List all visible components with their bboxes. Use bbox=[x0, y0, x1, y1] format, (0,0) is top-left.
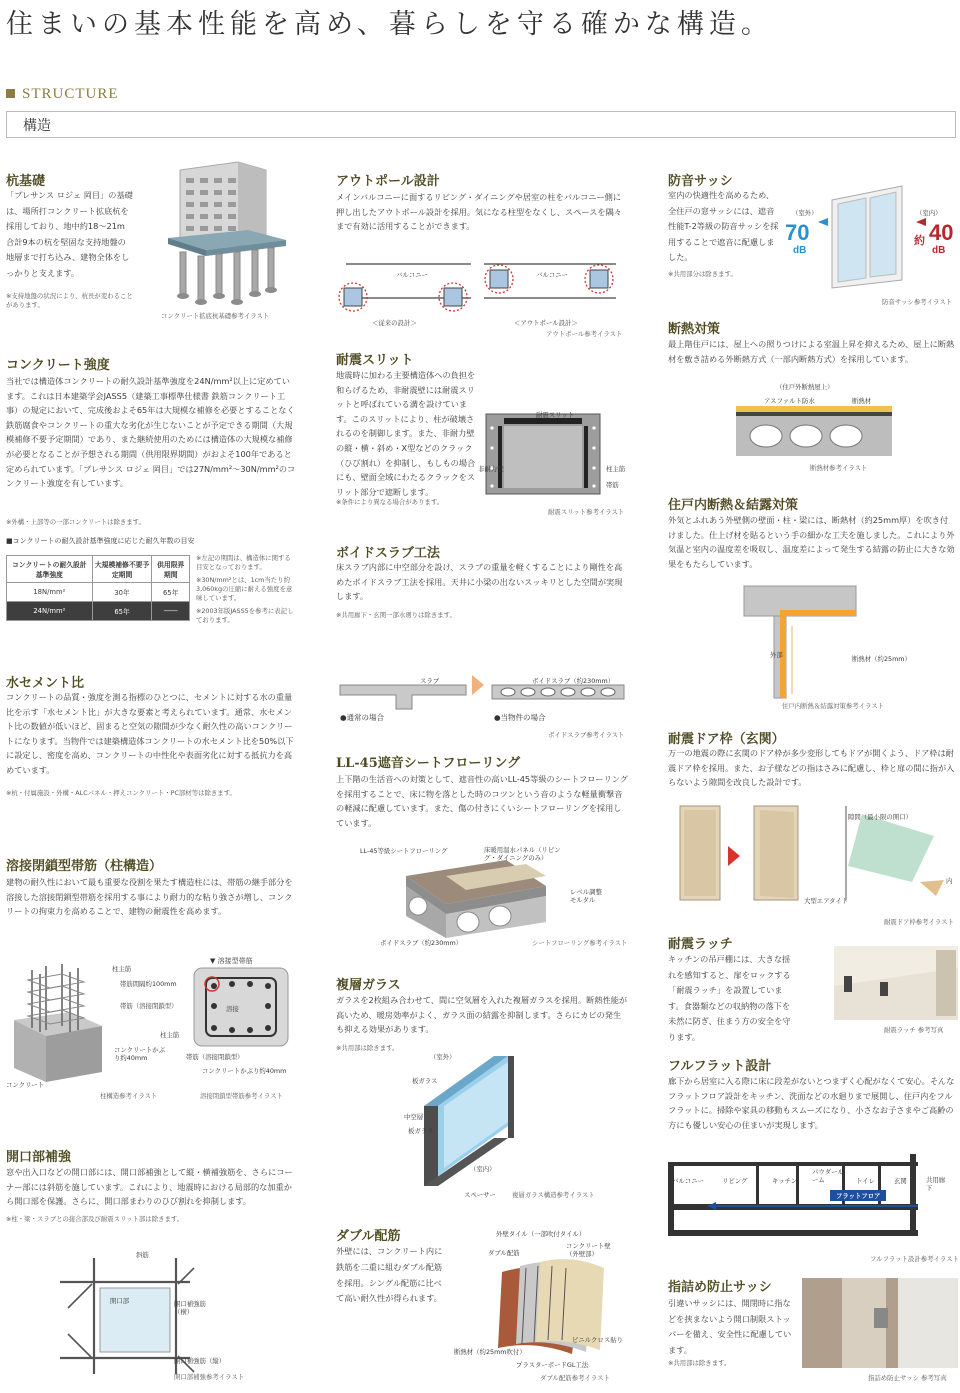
insul-text: 最上階住戸には、屋上への照りつけによる室温上昇を抑えるため、屋上に断熱材を敷き詰める外断熱方式（一部内断熱方式）を採用しています。 bbox=[668, 339, 955, 364]
concrete-text: 当社では構造体コンクリートの耐久設計基準強度を24N/mm²以上に定めています。これは日本建築学会JASS5（建築工事標準仕様書 鉄筋コンクリート工事）の規定において、完成後およそ65年は大規模な補修を必要とすることなく鉄筋腐食やコンクリートの重大な劣化が生じないことが予定できる期間（大規模補修不要予定期間）であり、また継続使用のためには構造体の大規模な補修が必要となることが予想される期間（供用限界期間）がおよそ100年であると定められています。「プレサンス ロジェ 岡目」では27N/mm²～30N/mm²のコンクリート強度を有しています。 bbox=[6, 376, 296, 489]
label-board: プラスターボードGL工法 bbox=[516, 1361, 589, 1369]
roof-illustration bbox=[736, 404, 892, 460]
table-cell: 65年 bbox=[152, 583, 190, 602]
void-note: ※共用廊下・玄関一部水廻りは除きます。 bbox=[336, 611, 456, 619]
table-note-3: ※2003年版JASS5を参考に表記しております。 bbox=[196, 607, 294, 624]
latch-caption: 耐震ラッチ 参考写真 bbox=[884, 1026, 944, 1034]
label-cond-mat: 断熱材（約25mm） bbox=[852, 655, 911, 663]
label-hoop-pitch: 帯筋間隔約100mm bbox=[120, 980, 177, 988]
sash-note: ※共用部分は除きます。 bbox=[668, 270, 737, 278]
durability-table-title: ■コンクリートの耐久設計基準強度に応じた耐久年数の目安 bbox=[6, 537, 195, 545]
glass-title: 複層ガラス bbox=[336, 978, 401, 993]
pile-text: 「プレサンス ロジェ 岡目」の基礎は、場所打コンクリート拡底杭を採用しており、地中約18～21m合計9本の杭を堅固な支持地盤の地層まで打ち込み、建物全体をしっかりと支えます。 bbox=[6, 190, 133, 278]
outpole-caption: アウトポール参考イラスト bbox=[546, 330, 623, 338]
void-caption: ボイドスラブ参考イラスト bbox=[548, 731, 625, 739]
inside-db-prefix: 約 bbox=[914, 235, 925, 247]
label-spacer: スペーサー bbox=[464, 1191, 496, 1199]
finger-title: 指詰め防止サッシ bbox=[668, 1280, 772, 1295]
label-this-case: ●当物件の場合 bbox=[494, 713, 546, 722]
label-void-slab-2: ボイドスラブ（約230mm） bbox=[380, 939, 463, 947]
label-roof: （住戸外断熱屋上） bbox=[776, 383, 834, 391]
table-header: コンクリートの耐久設計基準強度 bbox=[7, 556, 93, 583]
sash-text: 室内の快適性を高めるため、全住戸の窓サッシには、遮音性能T-2等級の防音サッシを採用することで遮音に配慮しました。 bbox=[668, 190, 779, 262]
label-hoop: 帯筋（溶接閉鎖型） bbox=[120, 1002, 178, 1010]
label-double-bar: ダブル配筋 bbox=[488, 1249, 520, 1257]
outside-db-unit: dB bbox=[793, 245, 807, 256]
label-tile: 外壁タイル（一部吹付タイル） bbox=[496, 1230, 586, 1238]
table-cell: 30年 bbox=[92, 583, 152, 602]
table-header: 供用限界期間 bbox=[152, 556, 190, 583]
water-cement-text: コンクリートの品質・強度を測る指標のひとつに、セメントに対する水の重量比を示す「水セメント比」が大きな要素と考えられています。通常、水セメント比の数値が低いほど、固まると空気の隙間が少なく耐久性の高いコンクリートになります。当物件では建築構造体コンクリートの水セメント比を50%以下に設定し、密度を高め、コンクリートの中性化や表面劣化に対する抵抗力を高めています。 bbox=[6, 692, 294, 775]
opening-caption: 開口部補強参考イラスト bbox=[174, 1373, 245, 1381]
room-entrance: 玄関 bbox=[894, 1177, 907, 1185]
cond-caption: 住戸内断熱＆結露対策参考イラスト bbox=[782, 702, 885, 710]
weld-caption: 溶接閉鎖型帯筋参考イラスト bbox=[200, 1092, 283, 1100]
double-title: ダブル配筋 bbox=[336, 1229, 401, 1244]
opening-title: 開口部補強 bbox=[6, 1150, 72, 1165]
latch-title: 耐震ラッチ bbox=[668, 937, 733, 952]
cond-title: 住戸内断熱＆結露対策 bbox=[668, 498, 799, 513]
inside-db-unit: dB bbox=[932, 245, 946, 256]
room-corridor: 共用廊下 bbox=[926, 1176, 946, 1192]
void-text: 床スラブ内部に中空部分を設け、スラブの重量を軽くすることにより剛性を高めたボイドスラブ工法を採用。天井に小梁の出ないスッキリとした空間が実現します。 bbox=[336, 562, 623, 602]
label-insulation: 断熱材（約25mm吹付） bbox=[454, 1348, 526, 1356]
opening-illustration bbox=[60, 1258, 190, 1374]
label-cover: コンクリートかぶり約40mm bbox=[114, 1046, 165, 1062]
finger-note: ※共用部は除きます。 bbox=[668, 1359, 731, 1367]
opening-text: 窓や出入口などの開口部には、開口部補強として縦・横補強筋を、さらにコーナー部には斜筋を施しています。これにより、地震時における局部的な加重から開口部を保護。さらに、開口部まわりのひび割れを抑制します。 bbox=[6, 1167, 293, 1207]
label-mid-layer: 中空層 bbox=[404, 1113, 424, 1121]
slit-illustration bbox=[484, 408, 604, 496]
welded-text: 建物の耐久性において最も重要な役割を果たす構造柱には、帯筋の継手部分を溶接した溶接閉鎖型帯筋を採用する事により耐力的な粘り強さが増し、コンクリートの拘束力を高めることで、建物の耐震性を高めます。 bbox=[6, 877, 293, 917]
void-illustration bbox=[336, 665, 628, 717]
latch-photo bbox=[834, 946, 958, 1020]
finger-photo bbox=[802, 1278, 958, 1368]
flat-text: 廊下から居室に入る際に床に段差がないとつまずく心配がなくて安心。そんなフラットフロア設計をキッチン、洗面などの水廻りまで展開し、住戸内をフルフラットに。掃除や家具の移動もスムーズになり、小さなお子さまやご高齢の方にも優しい安心の住まいが実現します。 bbox=[668, 1076, 955, 1130]
square-icon bbox=[6, 89, 15, 98]
water-cement-title: 水セメント比 bbox=[6, 676, 85, 691]
door-caption: 耐震ドア枠参考イラスト bbox=[884, 918, 954, 926]
flat-caption: フルフラット設計参考イラスト bbox=[870, 1255, 959, 1263]
concrete-title: コンクリート強度 bbox=[6, 358, 110, 373]
double-text: 外壁には、コンクリート内に鉄筋を二重に組むダブル配筋を採用。シングル配筋に比べて高い耐久性が得られます。 bbox=[336, 1246, 443, 1304]
room-living: リビング bbox=[722, 1177, 748, 1185]
ll45-title: LL-45遮音シートフローリング bbox=[336, 756, 521, 771]
sound-arrows bbox=[818, 214, 928, 234]
table-cell: 65年 bbox=[92, 602, 152, 621]
outpole-text: メインバルコニーに面するリビング・ダイニングや居室の柱をバルコニー側に押し出したアウトポール設計を採用。気になる柱型をなくし、スペースを隅々まで有効に活用することができます。 bbox=[336, 192, 622, 232]
latch-text: キッチンの吊戸棚には、大きな揺れを感知すると、扉をロックする「耐震ラッチ」を設置しています。食器類などの収納物の落下を未然に防ぎ、住まう方の安全を守ります。 bbox=[668, 954, 791, 1042]
finger-text: 引違いサッシには、開閉時に指などを挟まないよう開口制限ストッパーを備え、安全性に配慮しています。 bbox=[668, 1298, 792, 1355]
slit-caption: 耐震スリット参考イラスト bbox=[548, 508, 625, 516]
section-bar bbox=[6, 111, 956, 138]
label-opening: 開口部 bbox=[110, 1297, 130, 1305]
room-kitchen: キッチン bbox=[772, 1177, 798, 1185]
label-floor: LL-45等級シートフローリング bbox=[360, 847, 448, 855]
label-weld-title: ▼ 溶接型帯筋 bbox=[210, 957, 253, 965]
cond-text: 外気とふれあう外壁側の壁面・柱・梁には、断熱材（約25mm厚）を吹き付けました。仕上げ材を貼るという手の細かな工夫を施しました。これにより外気温と室内の温度差を吸収し、温度差によって発生する結露の防止に大きな効果をもたらしています。 bbox=[668, 515, 955, 569]
label-pane-1: 板ガラス bbox=[412, 1077, 438, 1085]
label-diag: 斜筋 bbox=[136, 1251, 149, 1259]
table-note-2: ※30N/mm²とは、1cm当たり約3,060kgの圧縮に耐える強度を意味しています。 bbox=[196, 576, 293, 602]
label-wall: コンクリート壁（外壁部） bbox=[566, 1242, 611, 1258]
insul-title: 断熱対策 bbox=[668, 322, 721, 337]
ll45-text: 上下階の生活音への対策として、遮音性の高いLL-45等級のシートフローリングを採用することで、床に物を落とした時のコツンという音のような軽量衝撃音の軽減に配慮しています。また、傷の付きにくいシートフローリングを採用しています。 bbox=[336, 774, 628, 828]
label-door-gap: 隙間（最小限の開口） bbox=[848, 813, 912, 821]
glass-text: ガラスを2枚組み合わせて、間に空気層を入れた複層ガラスを採用。断熱性能が高いため、暖房効率がよく、ガラス面の結露を抑制します。さらにカビの発生も抑える効果があります。 bbox=[336, 995, 628, 1035]
water-cement-note: ※杭・付属施設・外構・ALCパネル・押えコンクリート・PC部材等は除きます。 bbox=[6, 789, 236, 797]
pile-caption: コンクリート拡底杭基礎参考イラスト bbox=[161, 312, 270, 320]
label-void-slab: ボイドスラブ（約230mm） bbox=[532, 677, 615, 685]
double-caption: ダブル配筋参考イラスト bbox=[540, 1374, 610, 1382]
label-mat: 断熱材 bbox=[852, 397, 872, 405]
door-title: 耐震ドア枠（玄関） bbox=[668, 732, 785, 747]
label-vert: 開口補強筋（縦） bbox=[174, 1357, 226, 1365]
sash-illustration bbox=[822, 184, 914, 290]
room-toilet: トイレ bbox=[856, 1177, 875, 1185]
concrete-note: ※外構・上部等の一部コンクリートは除きます。 bbox=[6, 518, 145, 526]
opening-note: ※柱・梁・スラブとの接合部及び耐震スリット部は除きます。 bbox=[6, 1215, 184, 1223]
label-horiz: 開口補強筋（横） bbox=[174, 1300, 206, 1316]
label-outside: （室外） bbox=[430, 1053, 456, 1061]
label-door-inside: 内 bbox=[946, 877, 953, 885]
glass-caption: 複層ガラス構造参考イラスト bbox=[512, 1191, 595, 1199]
label-sash-outside: （室外） bbox=[792, 209, 818, 217]
label-main-bar: 柱主筋 bbox=[112, 965, 132, 973]
outside-db-value: 70 bbox=[785, 220, 810, 245]
label-cover-2: コンクリートかぶり約40mm bbox=[202, 1067, 287, 1075]
void-title: ボイドスラブ工法 bbox=[336, 546, 440, 561]
label-weld: 溶接 bbox=[226, 1005, 239, 1013]
column-caption: 柱構造参考イラスト bbox=[100, 1092, 158, 1100]
pile-note: ※支持地盤の状況により、杭長が変わることがあります。 bbox=[6, 292, 133, 309]
sash-caption: 防音サッシ参考イラスト bbox=[882, 298, 952, 306]
table-header: 大規模補修不要予定期間 bbox=[92, 556, 152, 583]
flat-floor-badge: フラットフロア bbox=[830, 1190, 886, 1201]
insul-caption: 断熱材参考イラスト bbox=[810, 464, 868, 472]
flat-title: フルフラット設計 bbox=[668, 1059, 772, 1074]
label-balcony-2: バルコニー bbox=[536, 271, 568, 279]
label-outpole: ＜アウトポール設計＞ bbox=[514, 319, 578, 327]
label-pane-2: 板ガラス bbox=[408, 1127, 434, 1135]
label-sash-inside: （室内） bbox=[916, 209, 942, 217]
flat-floor-illustration bbox=[668, 1148, 958, 1238]
door-illustration bbox=[676, 806, 946, 906]
label-asphalt: アスファルト防水 bbox=[764, 397, 815, 405]
label-balcony-1: バルコニー bbox=[396, 271, 428, 279]
slit-title: 耐震スリット bbox=[336, 353, 414, 368]
weld-hoop-illustration bbox=[192, 966, 292, 1050]
label-mortar: レベル調整モルタル bbox=[570, 888, 602, 904]
glass-note: ※共用部は除きます。 bbox=[336, 1044, 399, 1052]
label-heat-panel: 床暖用温水パネル（リビング・ダイニングのみ） bbox=[484, 846, 561, 862]
label-cond-outside: 外部 bbox=[770, 651, 783, 659]
welded-title: 溶接閉鎖型帯筋（柱構造） bbox=[6, 859, 163, 874]
door-text: 万一の地震の際に玄関のドア枠が多少変形してもドアが開くよう、ドア枠は耐震ドア枠を採用。また、お子様などの指はさみに配慮し、枠と扉の間に指が入らないよう隙間を改良した設計です。 bbox=[668, 748, 955, 788]
table-cell: 24N/mm² bbox=[7, 602, 93, 621]
finger-caption: 指詰め防止サッシ 参考写真 bbox=[868, 1374, 947, 1382]
label-slab: スラブ bbox=[420, 677, 440, 685]
sash-title: 防音サッシ bbox=[668, 174, 733, 189]
page-title: 住まいの基本性能を高め、暮らしを守る確かな構造。 bbox=[6, 9, 773, 40]
ll45-caption: シートフローリング参考イラスト bbox=[532, 939, 628, 947]
label-slit-col: 柱主筋 bbox=[606, 465, 626, 473]
pile-title: 杭基礎 bbox=[6, 174, 46, 189]
label-cloth: ビニルクロス貼り bbox=[572, 1336, 623, 1344]
table-note-1: ※左記の期間は、構造体に関する目安となっております。 bbox=[196, 554, 291, 571]
table-row bbox=[7, 583, 190, 602]
label-hoop-2: 帯筋（溶接閉鎖型） bbox=[186, 1053, 244, 1061]
label-inside: （室内） bbox=[470, 1165, 496, 1173]
inside-db-value: 40 bbox=[929, 220, 954, 245]
label-door-rubber: 大型エアタイト bbox=[804, 897, 849, 905]
pile-illustration bbox=[148, 160, 298, 310]
room-balcony: バルコニー bbox=[672, 1177, 704, 1185]
table-cell: ―― bbox=[152, 602, 190, 621]
label-slit-hoop: 帯筋 bbox=[606, 481, 619, 489]
room-powder: パウダールーム bbox=[812, 1168, 844, 1184]
section-jp: 構造 bbox=[23, 118, 51, 134]
section-en-text: STRUCTURE bbox=[22, 86, 119, 102]
label-slit-top: 耐震スリット bbox=[536, 411, 575, 419]
table-row bbox=[7, 602, 190, 621]
label-normal-case: ●通常の場合 bbox=[340, 713, 385, 722]
table-cell: 18N/mm² bbox=[7, 583, 93, 602]
section-label-en bbox=[6, 86, 119, 103]
label-concrete: コンクリート bbox=[6, 1081, 45, 1089]
label-main-bar-2: 柱主筋 bbox=[160, 1031, 180, 1039]
double-bar-illustration bbox=[492, 1252, 612, 1362]
outpole-title: アウトポール設計 bbox=[336, 174, 440, 189]
durability-table bbox=[6, 555, 190, 621]
label-slit-wall: 非耐力壁 bbox=[478, 465, 504, 473]
slit-note: ※条件により異なる場合があります。 bbox=[336, 498, 444, 506]
condensation-illustration bbox=[744, 586, 860, 698]
outpole-illustration bbox=[336, 252, 628, 322]
slit-text: 地震時に加わる主要構造体への負担を和らげるため、非耐震壁には耐震スリットと呼ばれている溝を設けています。このスリットにより、柱が破壊されるのを制御します。また、非耐力壁の縦・横・斜め・X型などのクラック（ひび割れ）を抑制し、もしもの場合にも、壁面全域にわたるクラックをスリット部分で遮断します。 bbox=[336, 370, 476, 497]
label-conventional: ＜従来の設計＞ bbox=[372, 319, 417, 327]
